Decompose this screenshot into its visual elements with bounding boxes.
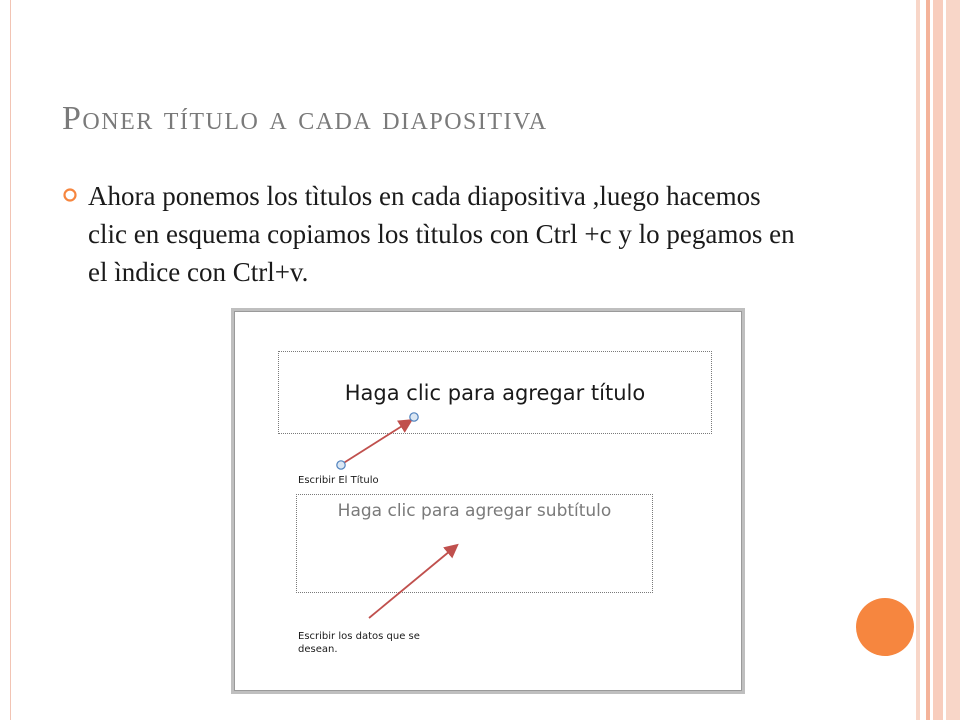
note-title-instruction: Escribir El Título: [298, 475, 379, 486]
slide-title: Poner título a cada diapositiva: [62, 100, 548, 137]
bullet-text: Ahora ponemos los tìtulos en cada diapositiva ,luego hacemos clic en esquema copiamos los tìtulos con Ctrl +c y lo pegamos en el ìndice con Ctrl+v.: [88, 181, 795, 287]
note-data-instruction: Escribir los datos que se desean.: [298, 631, 420, 655]
arrow-to-subtitle: [369, 546, 456, 618]
title-placeholder: Haga clic para agregar título: [278, 351, 712, 434]
arrows-overlay: [234, 311, 742, 691]
left-border-decoration: [0, 0, 11, 720]
arrow-end-handle: [410, 413, 418, 421]
embedded-slide-screenshot: [231, 308, 745, 694]
right-stripes-decoration: [916, 0, 960, 720]
bullet-item: [62, 177, 802, 291]
orange-circle-icon: [856, 598, 914, 656]
arrow-to-title: [342, 421, 410, 464]
circle-outline-bullet-icon: [62, 187, 78, 203]
arrow-start-handle: [337, 461, 345, 469]
subtitle-placeholder: Haga clic para agregar subtítulo: [296, 494, 653, 593]
